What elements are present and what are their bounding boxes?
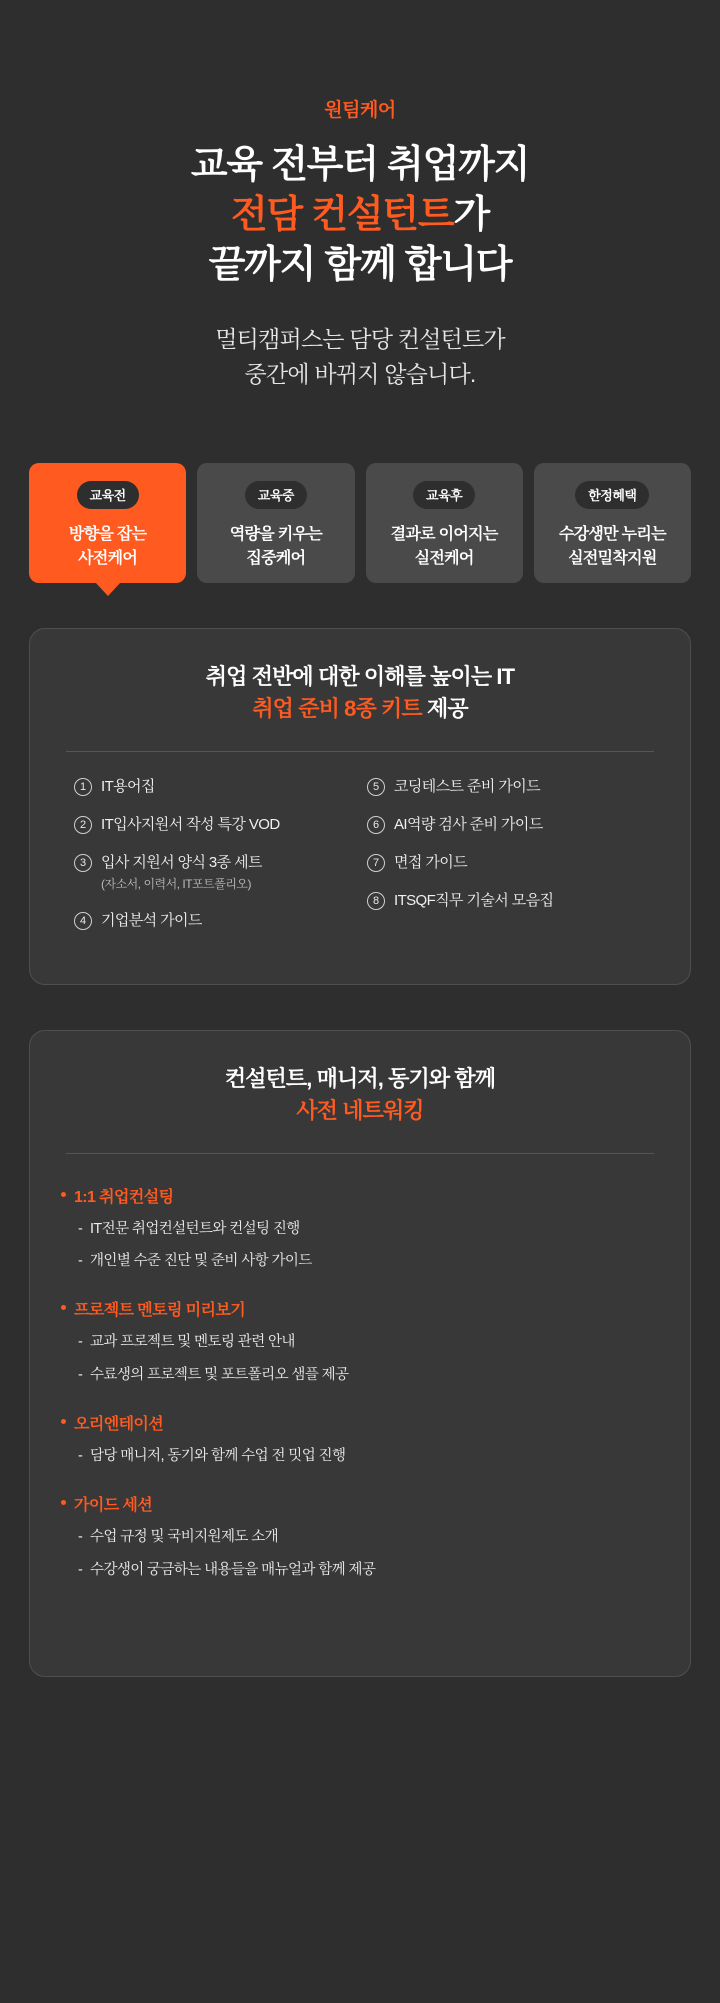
list-item bbox=[74, 852, 367, 893]
item-number: 5 bbox=[367, 778, 385, 796]
group-heading: 오리엔테이션 bbox=[60, 1411, 660, 1434]
bottom-spacer bbox=[29, 1677, 691, 1737]
group-detail: - 담당 매니저, 동기와 함께 수업 전 밋업 진행 bbox=[60, 1446, 660, 1466]
group-detail: - IT전문 취업컨설턴트와 컨설팅 진행 bbox=[60, 1219, 660, 1239]
step-line-2: 집중케어 bbox=[246, 549, 306, 567]
item-number: 4 bbox=[74, 912, 92, 930]
kit-column-left bbox=[74, 776, 367, 948]
step-line-2: 사전케어 bbox=[78, 549, 138, 567]
kit-panel-title bbox=[60, 661, 660, 725]
item-label: 면접 가이드 bbox=[394, 854, 468, 872]
network-title-line-1: 컨설턴트, 매니저, 동기와 함께 bbox=[224, 1066, 496, 1092]
step-chip: 교육중 bbox=[245, 481, 307, 509]
step-chip: 교육후 bbox=[413, 481, 475, 509]
networking-panel bbox=[29, 1030, 691, 1677]
item-number: 7 bbox=[367, 854, 385, 872]
item-sublabel: (자소서, 이력서, IT포트폴리오) bbox=[101, 877, 252, 892]
network-group-guide-session bbox=[60, 1492, 660, 1580]
item-number: 2 bbox=[74, 816, 92, 834]
kit-columns bbox=[60, 776, 660, 948]
item-number: 3 bbox=[74, 854, 92, 872]
step-line-1: 수강생만 누리는 bbox=[558, 526, 666, 544]
group-detail: - 개인별 수준 진단 및 준비 사항 가이드 bbox=[60, 1251, 660, 1271]
page-title bbox=[29, 140, 691, 290]
step-text bbox=[230, 523, 322, 569]
item-label: IT입사지원서 작성 특강 VOD bbox=[101, 816, 280, 834]
headline-line-2-tail: 가 bbox=[453, 194, 489, 237]
network-group-consulting bbox=[60, 1184, 660, 1272]
kit-panel bbox=[29, 628, 691, 985]
item-label: IT용어집 bbox=[101, 778, 155, 796]
step-line-2: 실전케어 bbox=[414, 549, 474, 567]
list-item bbox=[367, 776, 660, 797]
divider bbox=[66, 751, 654, 752]
item-label-text: 입사 지원서 양식 3종 세트 bbox=[101, 854, 262, 872]
list-item bbox=[74, 776, 367, 797]
subcopy-line-2: 중간에 바뀌지 않습니다. bbox=[244, 360, 476, 387]
group-detail: - 수료생의 프로젝트 및 포트폴리오 샘플 제공 bbox=[60, 1365, 660, 1385]
list-item bbox=[367, 852, 660, 873]
step-card-after-training[interactable] bbox=[366, 463, 523, 583]
group-detail: - 수강생이 궁금하는 내용들을 매뉴얼과 함께 제공 bbox=[60, 1560, 660, 1580]
list-item bbox=[367, 890, 660, 911]
step-card-before-training[interactable] bbox=[29, 463, 186, 583]
step-line-1: 결과로 이어지는 bbox=[390, 526, 498, 544]
step-line-1: 방향을 잡는 bbox=[68, 526, 147, 544]
item-number: 6 bbox=[367, 816, 385, 834]
step-chip: 교육전 bbox=[77, 481, 139, 509]
network-group-mentoring bbox=[60, 1297, 660, 1385]
step-text bbox=[391, 523, 498, 569]
kit-title-tail: 제공 bbox=[421, 696, 468, 722]
headline-line-3: 끝까지 함께 합니다 bbox=[208, 244, 512, 287]
item-label bbox=[101, 852, 262, 893]
step-card-list bbox=[29, 463, 691, 583]
networking-panel-title bbox=[60, 1063, 660, 1127]
item-label: ITSQF직무 기술서 모음집 bbox=[394, 892, 554, 910]
step-card-during-training[interactable] bbox=[197, 463, 354, 583]
step-text bbox=[69, 523, 147, 569]
list-item bbox=[74, 814, 367, 835]
network-title-accent: 사전 네트워킹 bbox=[296, 1097, 424, 1123]
item-label: AI역량 검사 준비 가이드 bbox=[394, 816, 543, 834]
group-heading: 가이드 세션 bbox=[60, 1492, 660, 1515]
group-heading: 프로젝트 멘토링 미리보기 bbox=[60, 1297, 660, 1320]
kit-title-accent: 취업 준비 8종 키트 bbox=[252, 696, 422, 722]
group-heading: 1:1 취업컨설팅 bbox=[60, 1184, 660, 1207]
group-detail: - 교과 프로젝트 및 멘토링 관련 안내 bbox=[60, 1332, 660, 1352]
group-detail: - 수업 규정 및 국비지원제도 소개 bbox=[60, 1527, 660, 1547]
step-card-limited-benefit[interactable] bbox=[534, 463, 691, 583]
kit-column-right bbox=[367, 776, 660, 948]
eyebrow-label: 원팀케어 bbox=[324, 100, 396, 121]
step-line-2: 실전밀착지원 bbox=[568, 549, 657, 567]
item-number: 8 bbox=[367, 892, 385, 910]
item-label: 기업분석 가이드 bbox=[101, 912, 202, 930]
step-chip: 한정혜택 bbox=[575, 481, 649, 509]
list-item bbox=[74, 910, 367, 931]
kit-title-line-1: 취업 전반에 대한 이해를 높이는 IT bbox=[205, 664, 515, 690]
step-text bbox=[559, 523, 666, 569]
headline-line-1: 교육 전부터 취업까지 bbox=[190, 144, 530, 186]
subcopy-line-1: 멀티캠퍼스는 담당 컨설턴트가 bbox=[215, 326, 505, 353]
step-line-1: 역량을 키우는 bbox=[229, 526, 323, 544]
list-item bbox=[367, 814, 660, 835]
headline-accent: 전담 컨설턴트 bbox=[231, 194, 454, 237]
item-number: 1 bbox=[74, 778, 92, 796]
network-group-orientation bbox=[60, 1411, 660, 1466]
subcopy bbox=[29, 322, 691, 391]
divider bbox=[66, 1153, 654, 1154]
item-label: 코딩테스트 준비 가이드 bbox=[394, 778, 541, 796]
